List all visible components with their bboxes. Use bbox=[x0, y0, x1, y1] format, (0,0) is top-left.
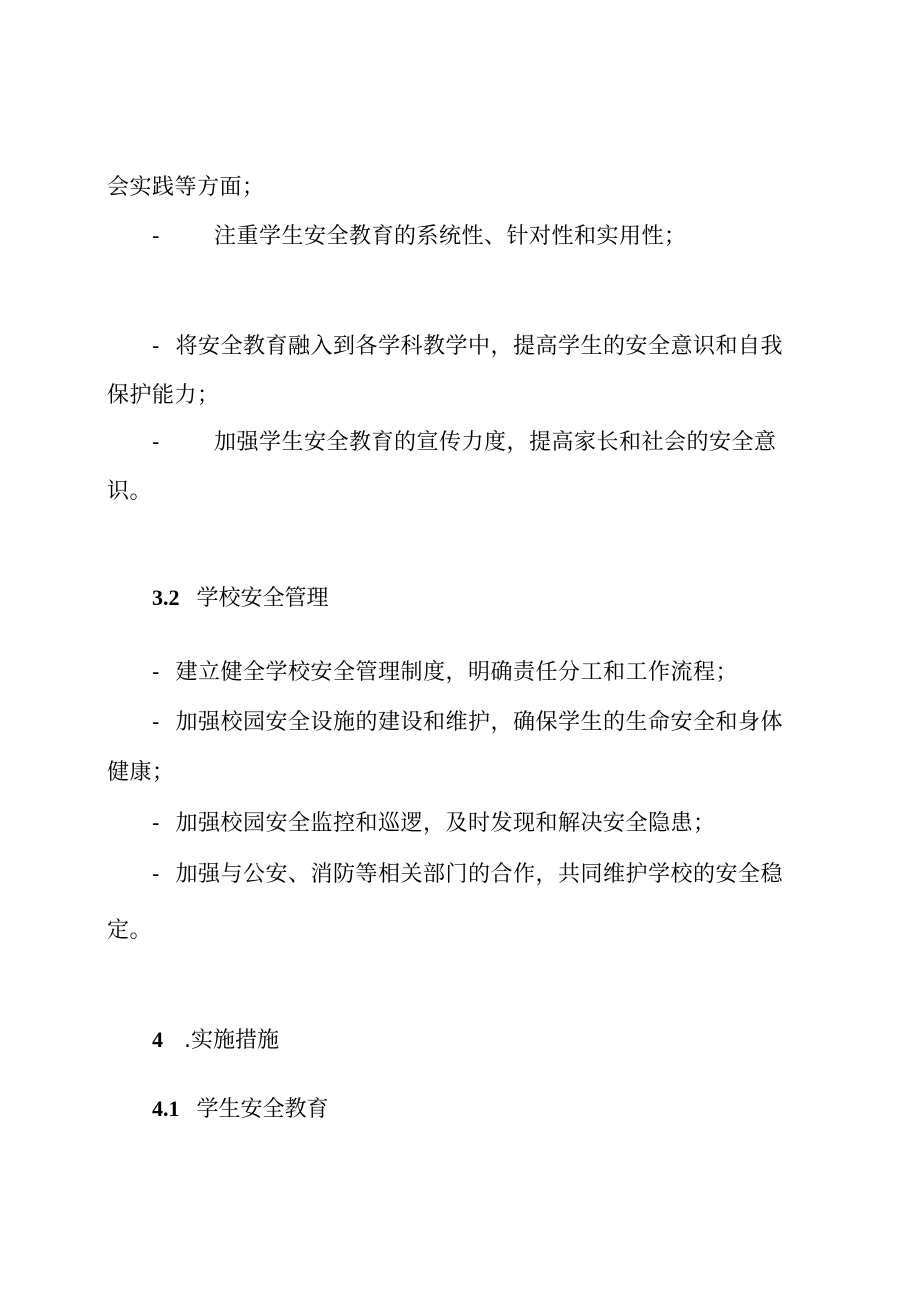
list-dash: - bbox=[152, 710, 160, 735]
list-item-label: 加强校园安全监控和巡逻，及时发现和解决安全隐患； bbox=[175, 811, 716, 836]
section-heading-4 bbox=[152, 1025, 279, 1056]
list-item-cont-label: 保护能力； bbox=[107, 383, 220, 408]
list-item-text bbox=[214, 222, 687, 252]
section-heading-3-2 bbox=[152, 583, 329, 614]
section-number: 4 bbox=[152, 1027, 163, 1052]
list-dash: - bbox=[152, 430, 160, 455]
list-item-continuation bbox=[107, 758, 175, 788]
list-dash: - bbox=[152, 660, 160, 685]
list-item bbox=[152, 809, 715, 839]
list-dash: - bbox=[152, 334, 160, 359]
list-item-label: 加强与公安、消防等相关部门的合作，共同维护学校的安全稳 bbox=[175, 862, 783, 887]
list-item bbox=[152, 332, 783, 362]
continuation-text: 会实践等方面； bbox=[107, 175, 265, 200]
section-number: 3.2 bbox=[152, 585, 180, 610]
list-item-cont-label: 定。 bbox=[107, 918, 153, 943]
list-item-label: 将安全教育融入到各学科教学中，提高学生的安全意识和自我 bbox=[175, 334, 783, 359]
list-item-label: 加强校园安全设施的建设和维护，确保学生的生命安全和身体 bbox=[175, 710, 783, 735]
list-item bbox=[152, 860, 783, 890]
list-item-continuation bbox=[107, 477, 152, 507]
section-title: 学校安全管理 bbox=[196, 586, 329, 611]
section-title: 学生安全教育 bbox=[196, 1097, 329, 1122]
list-item-cont-label: 识。 bbox=[107, 479, 153, 504]
list-item bbox=[152, 708, 783, 738]
list-item-text bbox=[214, 428, 777, 458]
section-heading-4-1 bbox=[152, 1094, 329, 1125]
list-dash: - bbox=[152, 862, 160, 887]
list-dash: - bbox=[152, 224, 160, 249]
list-item-label: 建立健全学校安全管理制度，明确责任分工和工作流程； bbox=[175, 660, 738, 685]
section-number: 4.1 bbox=[152, 1096, 180, 1121]
list-item bbox=[152, 428, 160, 458]
list-item-label: 加强学生安全教育的宣传力度，提高家长和社会的安全意 bbox=[214, 430, 777, 455]
list-item-cont-label: 健康； bbox=[107, 760, 175, 785]
list-dash: - bbox=[152, 811, 160, 836]
list-item-label: 注重学生安全教育的系统性、针对性和实用性； bbox=[214, 224, 687, 249]
list-item-continuation bbox=[107, 916, 152, 946]
paragraph-continuation bbox=[107, 173, 265, 203]
section-title: .实施措施 bbox=[184, 1028, 279, 1053]
list-item bbox=[152, 222, 160, 252]
list-item-continuation bbox=[107, 381, 220, 411]
list-item bbox=[152, 658, 738, 688]
